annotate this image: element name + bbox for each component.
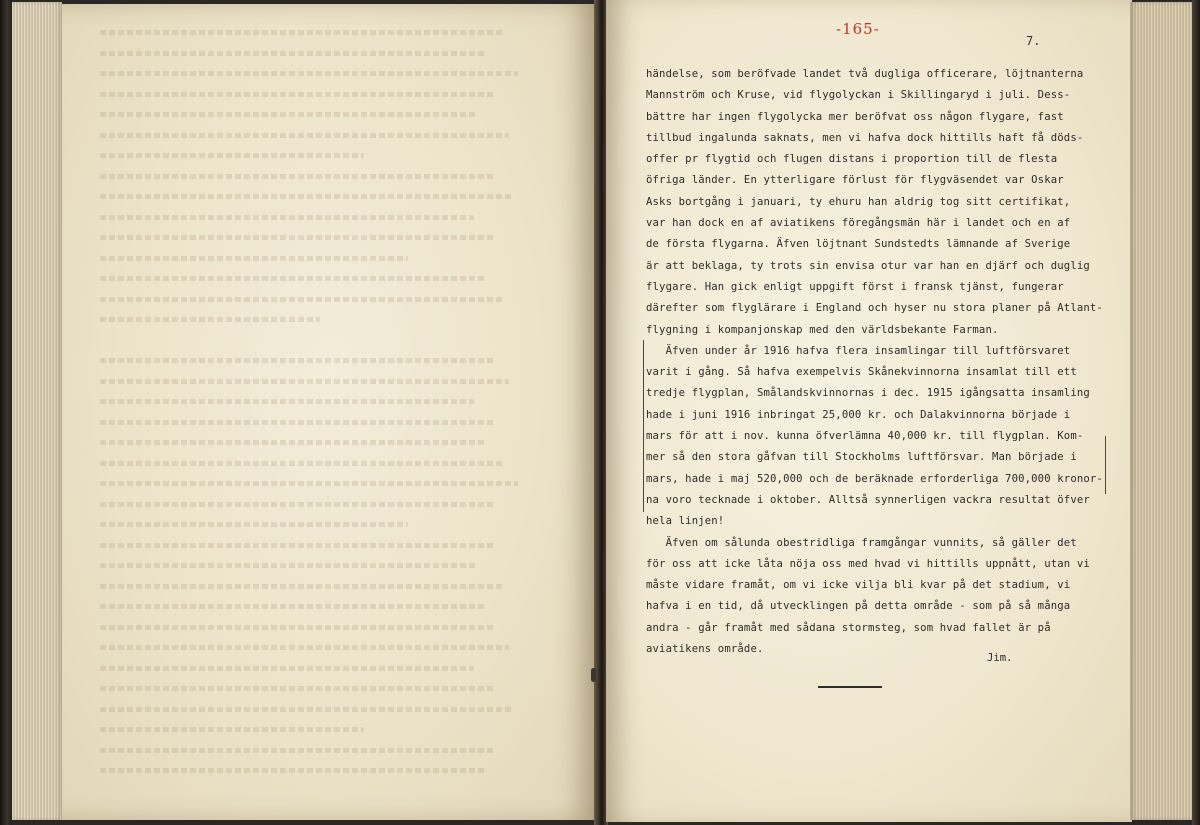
text-line: flygning i kompanjonskap med den världsbekante Farman. bbox=[646, 323, 999, 336]
page-number: 7. bbox=[1026, 34, 1041, 48]
right-binding bbox=[1192, 0, 1200, 825]
bleed-line bbox=[100, 112, 478, 117]
signature: Jim. bbox=[987, 652, 1013, 664]
bleed-line bbox=[100, 420, 496, 425]
bleed-line bbox=[100, 297, 505, 302]
right-page-edges bbox=[1130, 2, 1192, 820]
bleed-line bbox=[100, 645, 509, 650]
bleed-line bbox=[100, 543, 496, 548]
left-page-bleedthrough bbox=[100, 30, 560, 790]
text-line: mars för att i nov. kunna öfverlämna 40,000 kr. till flygplan. Kom- bbox=[646, 430, 1084, 443]
text-line: flygare. Han gick enligt uppgift först i fransk tjänst, fungerar bbox=[646, 280, 1064, 293]
text-line: mars, hade i maj 520,000 och de beräknade erforderliga 700,000 kronor- bbox=[646, 472, 1103, 485]
bleed-line bbox=[100, 51, 487, 56]
bleed-line bbox=[100, 317, 320, 322]
text-line: är att beklaga, ty trots sin envisa otur var han en djärf och duglig bbox=[646, 259, 1090, 272]
text-line: var han dock en af aviatikens föregångsmän här i landet och en af bbox=[646, 217, 1071, 230]
text-line: tillbud ingalunda saknats, men vi hafva dock hittills haft få döds- bbox=[646, 131, 1084, 144]
bleed-line bbox=[100, 748, 496, 753]
text-line: händelse, som beröfvade landet två dugliga officerare, löjtnanterna bbox=[646, 68, 1084, 80]
folio-number: -165- bbox=[836, 20, 880, 38]
bleed-line bbox=[100, 563, 478, 568]
bleed-line bbox=[100, 686, 496, 691]
text-line: de första flygarna. Äfven löjtnant Sundstedts lämnande af Sverige bbox=[646, 238, 1071, 251]
bleed-line bbox=[100, 522, 408, 527]
bleed-line bbox=[100, 174, 496, 179]
left-binding bbox=[0, 0, 12, 825]
left-page-edges bbox=[12, 2, 62, 820]
text-line: Äfven under år 1916 hafva flera insamlingar till luftförsvaret bbox=[646, 344, 1071, 357]
bleed-line bbox=[100, 768, 487, 773]
bleed-line bbox=[100, 625, 496, 630]
text-line: hade i juni 1916 inbringat 25,000 kr. och Dalakvinnorna började i bbox=[646, 408, 1071, 421]
text-line: bättre har ingen flygolycka mer beröfvat oss någon flygare, fast bbox=[646, 110, 1064, 123]
bleed-line bbox=[100, 399, 474, 404]
text-line: varit i gång. Så hafva exempelvis Skånekvinnorna insamlat till ett bbox=[646, 366, 1077, 379]
bleed-line bbox=[100, 707, 514, 712]
bleed-line bbox=[100, 133, 509, 138]
text-line: öfriga länder. En ytterligare förlust för flygväsendet var Oskar bbox=[646, 174, 1064, 187]
text-line: hafva i en tid, då utvecklingen på detta område - som på så många bbox=[646, 600, 1071, 613]
text-line: Äfven om sålunda obestridliga framgångar vunnits, så gäller det bbox=[646, 536, 1077, 549]
text-line: tredje flygplan, Smålandskvinnornas i dec. 1915 igångsatta insamling bbox=[646, 387, 1090, 400]
text-line: na voro tecknade i oktober. Alltså synnerligen vackra resultat öfver bbox=[646, 493, 1090, 506]
text-line: andra - går framåt med sådana stormsteg, som hvad fallet är på bbox=[646, 621, 1051, 634]
text-line: offer pr flygtid och flugen distans i proportion till de flesta bbox=[646, 153, 1058, 166]
bleed-line bbox=[100, 215, 474, 220]
bleed-line bbox=[100, 440, 487, 445]
margin-mark-left bbox=[643, 340, 644, 512]
bleed-line bbox=[100, 235, 496, 240]
bleed-line bbox=[100, 584, 505, 589]
text-line: hela linjen! bbox=[646, 515, 725, 528]
bleed-line bbox=[100, 30, 505, 35]
bleed-line bbox=[100, 727, 364, 732]
text-line: Asks bortgång i januari, ty ehuru han aldrig tog sitt certifikat, bbox=[646, 195, 1071, 208]
text-line: måste vidare framåt, om vi icke vilja bli kvar på det stadium, vi bbox=[646, 579, 1071, 592]
text-line: aviatikens område. bbox=[646, 643, 764, 656]
text-line: mer så den stora gåfvan till Stockholms luftförsvar. Man började i bbox=[646, 451, 1077, 464]
bleed-line bbox=[100, 481, 518, 486]
gutter-stain bbox=[591, 668, 596, 682]
bleed-line bbox=[100, 358, 496, 363]
bleed-line bbox=[100, 256, 408, 261]
text-line: därefter som flyglärare i England och hyser nu stora planer på Atlant- bbox=[646, 302, 1103, 315]
bleed-line bbox=[100, 92, 496, 97]
bleed-line bbox=[100, 194, 514, 199]
bleed-line bbox=[100, 666, 474, 671]
bleed-line bbox=[100, 276, 487, 281]
bleed-line bbox=[100, 71, 518, 76]
bleed-line bbox=[100, 502, 496, 507]
closing-rule bbox=[818, 686, 882, 688]
typed-text-body bbox=[646, 64, 1106, 660]
text-line: för oss att icke låta nöja oss med hvad vi hittills uppnått, utan vi bbox=[646, 557, 1090, 570]
bleed-line bbox=[100, 379, 509, 384]
bleed-line bbox=[100, 604, 487, 609]
text-line: Mannström och Kruse, vid flygolyckan i Skillingaryd i juli. Dess- bbox=[646, 89, 1071, 102]
bleed-line bbox=[100, 153, 364, 158]
bleed-line bbox=[100, 461, 505, 466]
